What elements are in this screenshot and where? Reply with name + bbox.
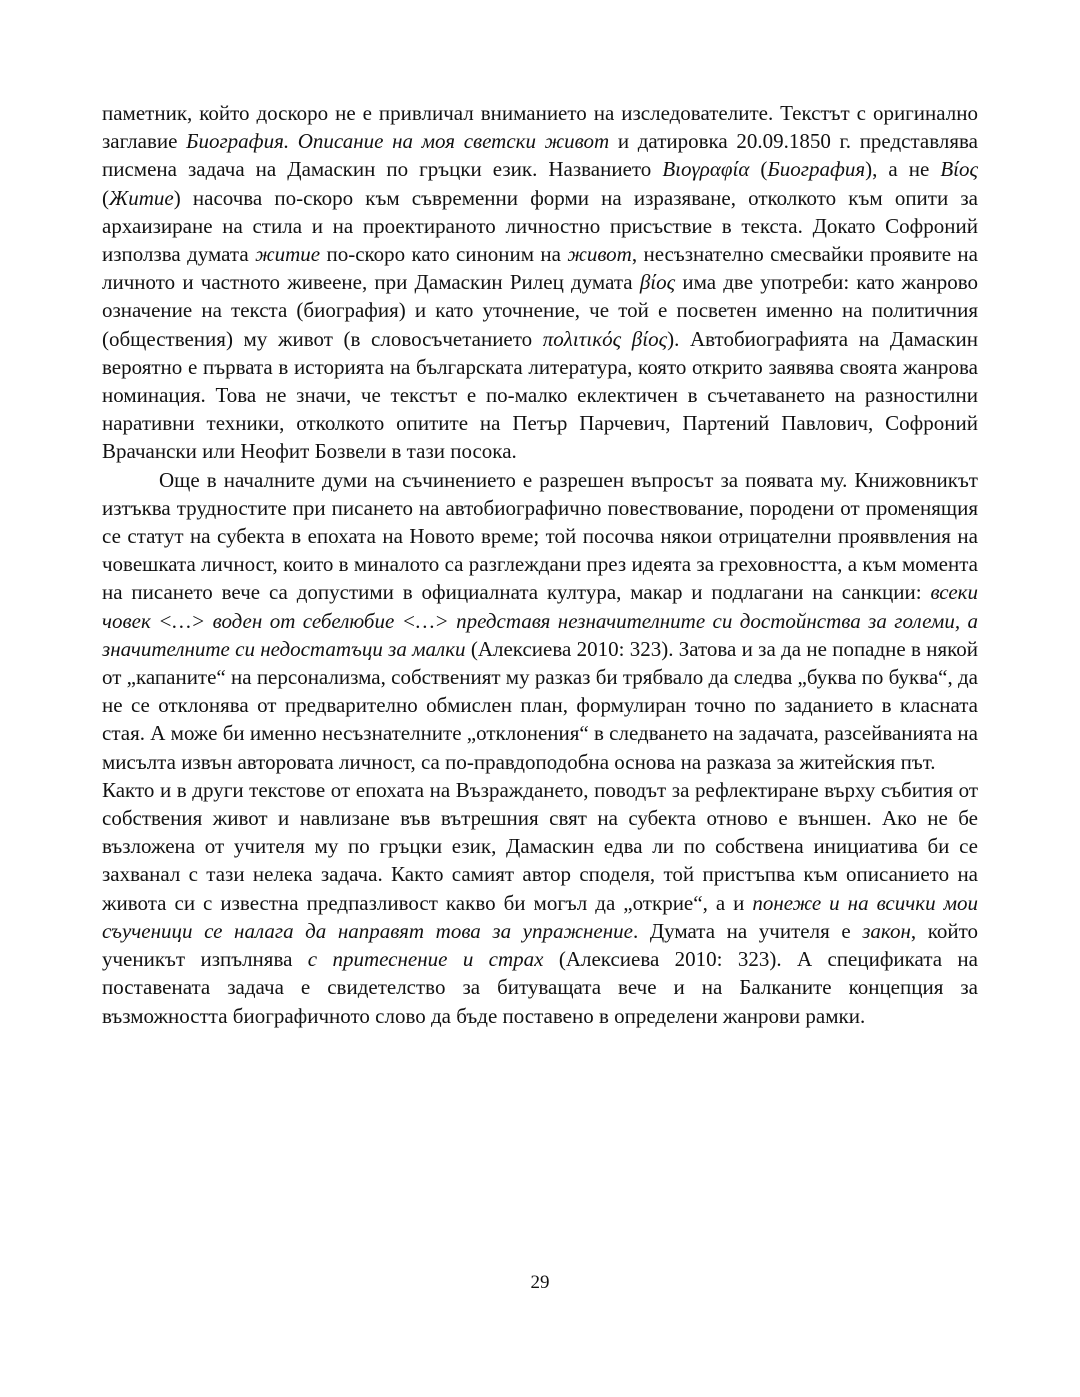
text-run: по-скоро като синоним на — [320, 242, 568, 267]
italic-greek-term: βίος — [639, 270, 676, 295]
paragraph-1 — [102, 99, 978, 466]
paragraph-2 — [102, 466, 978, 776]
italic-term: Житие — [109, 185, 174, 210]
page-number: 29 — [530, 1272, 550, 1293]
italic-greek-term: Βιογραφία — [662, 157, 750, 182]
text-run: ) насочва по-скоро към съвременни форми на изразяване, отколкото към опити за архаизиране на стила и на проектираното личностно присъствие в текста. Докато Софроний използва думата — [102, 185, 978, 267]
text-run: ( — [749, 157, 768, 182]
italic-quotation: всеки човек <…> воден от себелюбие <…> представя незначителните си достойнства за големи, а значителните си недостатъци за малки — [102, 580, 978, 661]
text-run: , който ученикът изпълнява — [102, 918, 978, 972]
text-run: Още в началните думи на съчинението е разрешен въпросът за появата му. Книжовникът изтъква трудностите при писането на автобиографично повествование, породени от променящия се статут на субекта в епохата на Новото време; той посочва някои отрицателни прояввления на човешката личност, които в миналото са разглеждани през идеята за греховността, а към момента на писането вече са допустими в официалната култура, макар и подлагани на санкции: — [102, 467, 978, 605]
text-run: (Алексиева 2010: 323). Затова и за да не попадне в някой от „капаните“ на персонализма, собственият му разказ би трябвало да следва „буква по буква“, да не се отклонява от предварително обмислен план, формулиран точно по заданието в класната стая. А може би именно несъзнателните „отклонения“ в следването на задачата, разсейванията на мисълта извън авторовата личност, са по-правдоподобна основа на разказа за житейския път. — [102, 636, 979, 774]
text-run: ( — [102, 185, 109, 210]
italic-greek-term: Βίος — [940, 157, 978, 182]
italic-greek-term: πολιτικός βίος — [542, 326, 668, 351]
italic-title: Биография. Описание на моя светски живот — [186, 129, 610, 154]
italic-quotation: понеже и на всички мои съученици се налага да направят това за упражнение — [102, 890, 978, 943]
text-run: и датировка 20.09.1850 г. представлява писмена задача на Дамаскин по гръцки език. Названието — [102, 129, 978, 182]
italic-term: житие — [255, 242, 321, 267]
text-run: паметник, който доскоро не е привличал вниманието на изследователите. Текстът с оригинално заглавие — [102, 101, 978, 154]
page-body — [102, 99, 978, 1030]
italic-term: закон — [862, 918, 911, 943]
text-run: , несъзнателно смесвайки проявите на личното и частното живеене, при Дамаскин Рилец думата — [102, 242, 978, 295]
italic-term: живот — [567, 242, 632, 267]
text-run: (Алексиева 2010: 323). А спецификата на поставената задача е свидетелство за битуващата вече и на Балканите концепция за възможността биографичното слово да бъде поставено в определени жанрови рамки. — [102, 947, 978, 1028]
text-run: Както и в други текстове от епохата на Възраждането, поводът за рефлектиране върху събития от собствения живот и навлизане във вътрешния свят на субекта отново е външен. Ако не бе възложена от учителя му по гръцки език, Дамаскин едва ли по собствена инициатива би се захванал с тази нелека задача. Както самият автор споделя, той пристъпва към описанието на живота си с известна предпазливост какво би могъл да „открие“, а и — [102, 777, 978, 915]
text-run: ). Автобиографията на Дамаскин вероятно е първата в историята на българската литература, която открито заявява своята жанрова номинация. Това не значи, че текстът е по-малко еклектичен в съчетаването на разностилни наративни техники, отколкото опитите на Петър Парчевич, Партений Павлович, Софроний Врачански или Неофит Бозвели в тази посока. — [102, 326, 978, 464]
text-run: има две употреби: като жанрово означение на текста (биография) и като уточнение, че той е посветен именно на политичния (обществения) му живот (в словосъчетанието — [102, 270, 978, 351]
text-run: ), а не — [865, 157, 941, 182]
text-run: . Думата на учителя е — [633, 918, 863, 943]
paragraph-3 — [102, 776, 978, 1030]
italic-quotation: с притеснение и страх — [307, 947, 544, 972]
italic-term: Биография — [767, 157, 866, 182]
